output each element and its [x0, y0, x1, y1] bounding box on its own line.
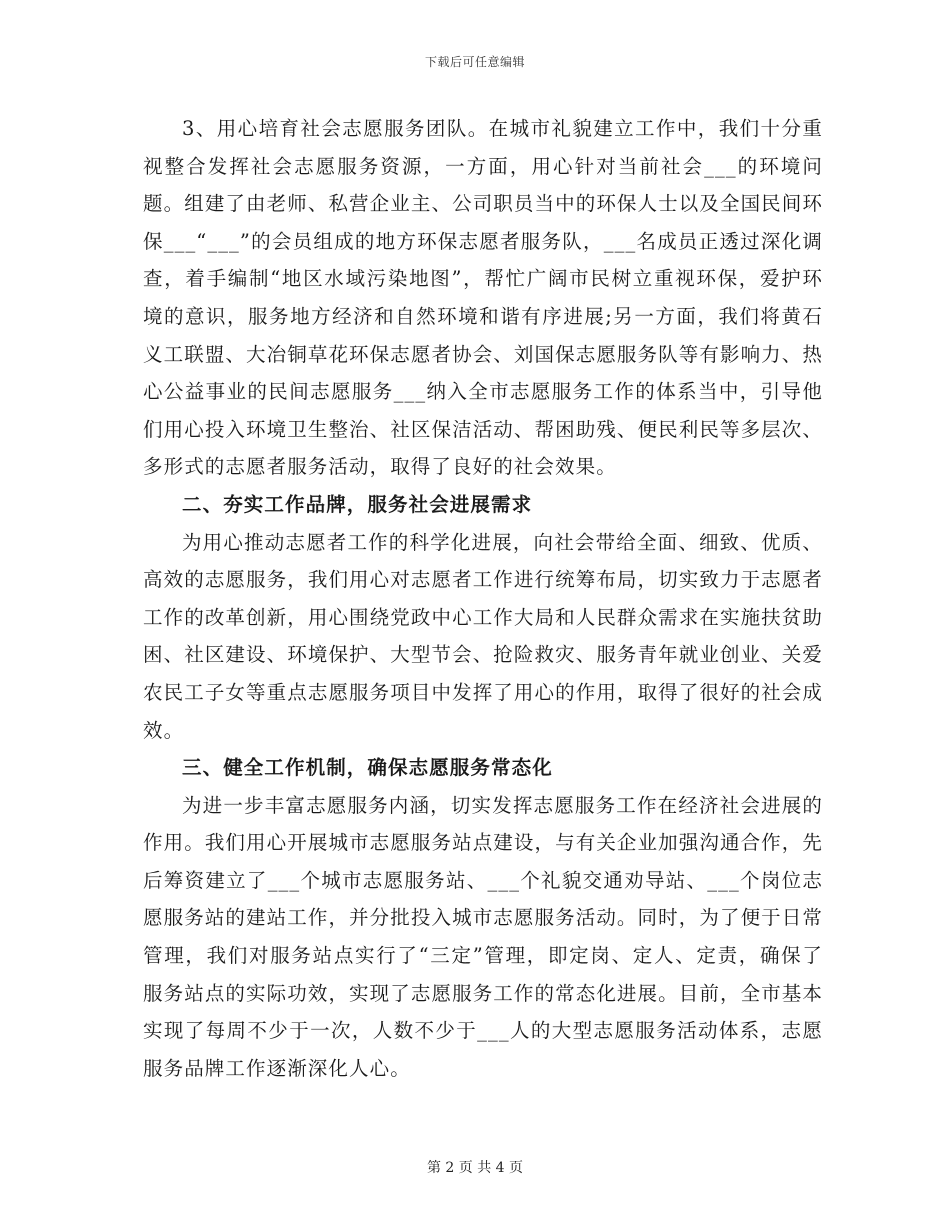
- paragraph-team-building: 3、用心培育社会志愿服务团队。在城市礼貌建立工作中，我们十分重视整合发挥社会志愿服务资源，一方面，用心针对当前社会___的环境问题。组建了由老师、私营企业主、公司职员当中的环保人士以及全国民间环保___“___”的会员组成的地方环保志愿者服务队，___名成员正透过深化调查，着手编制“地区水域污染地图”，帮忙广阔市民树立重视环保，爱护环境的意识，服务地方经济和自然环境和谐有序进展;另一方面，我们将黄石义工联盟、大冶铜草花环保志愿者协会、刘国保志愿服务队等有影响力、热心公益事业的民间志愿服务___纳入全市志愿服务工作的体系当中，引导他们用心投入环境卫生整治、社区保洁活动、帮困助残、便民利民等多层次、多形式的志愿者服务活动，取得了良好的社会效果。: [143, 117, 823, 479]
- page-header: 下载后可任意编辑: [424, 55, 525, 69]
- page-footer: 第 2 页 共 4 页: [426, 1160, 524, 1176]
- section-heading-brand: 二、夯实工作品牌，服务社会进展需求: [182, 492, 533, 516]
- document-body: [143, 110, 823, 1087]
- paragraph-mechanism: 为进一步丰富志愿服务内涵，切实发挥志愿服务工作在经济社会进展的作用。我们用心开展城市志愿服务站点建设，与有关企业加强沟通合作，先后筹资建立了___个城市志愿服务站、___个礼貌交通劝导站、___个岗位志愿服务站的建站工作，并分批投入城市志愿服务活动。同时，为了便于日常管理，我们对服务站点实行了“三定”管理，即定岗、定人、定责，确保了服务站点的实际功效，实现了志愿服务工作的常态化进展。目前，全市基本实现了每周不少于一次，人数不少于___人的大型志愿服务活动体系，志愿服务品牌工作逐渐深化人心。: [143, 793, 823, 1080]
- paragraph-brand: 为用心推动志愿者工作的科学化进展，向社会带给全面、细致、优质、高效的志愿服务，我们用心对志愿者工作进行统筹布局，切实致力于志愿者工作的改革创新，用心围绕党政中心工作大局和人民群众需求在实施扶贫助困、社区建设、环境保护、大型节会、抢险救灾、服务青年就业创业、关爱农民工子女等重点志愿服务项目中发挥了用心的作用，取得了很好的社会成效。: [143, 530, 823, 742]
- section-heading-mechanism: 三、健全工作机制，确保志愿服务常态化: [182, 756, 553, 780]
